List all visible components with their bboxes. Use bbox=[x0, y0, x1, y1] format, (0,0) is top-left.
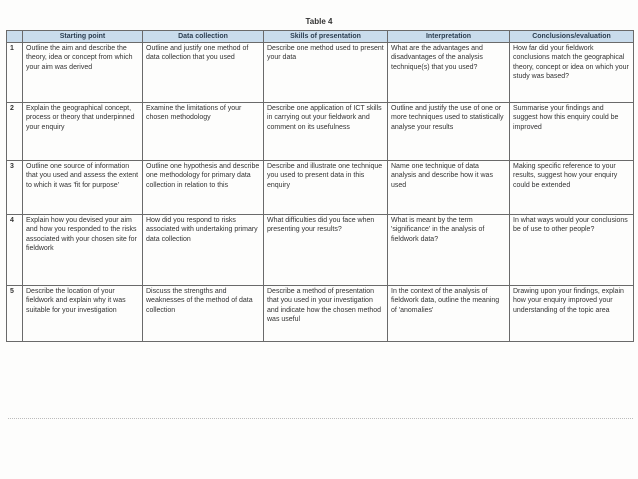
cell-interpretation: In the context of the analysis of fieldwork data, outline the meaning of 'anomalies' bbox=[388, 286, 510, 342]
header-row bbox=[7, 31, 634, 43]
header-conclusions-evaluation: Conclusions/evaluation bbox=[510, 31, 634, 43]
cell-starting-point: Explain the geographical concept, process or theory that underpinned your enquiry bbox=[23, 103, 143, 161]
table-row bbox=[7, 103, 634, 161]
cell-data-collection: How did you respond to risks associated with undertaking primary data collection bbox=[143, 215, 264, 286]
cell-data-collection: Outline and justify one method of data collection that you used bbox=[143, 43, 264, 103]
scan-divider bbox=[8, 418, 633, 419]
row-number: 3 bbox=[7, 161, 23, 215]
table-row bbox=[7, 286, 634, 342]
cell-skills-of-presentation: Describe one application of ICT skills in carrying out your fieldwork and comment on its usefulness bbox=[264, 103, 388, 161]
cell-data-collection: Examine the limitations of your chosen methodology bbox=[143, 103, 264, 161]
row-number: 5 bbox=[7, 286, 23, 342]
table-row bbox=[7, 161, 634, 215]
cell-interpretation: What are the advantages and disadvantages of the analysis technique(s) that you used? bbox=[388, 43, 510, 103]
cell-starting-point: Outline one source of information that you used and assess the extent to which it was 'fit for purpose' bbox=[23, 161, 143, 215]
header-number bbox=[7, 31, 23, 43]
cell-starting-point: Explain how you devised your aim and how you responded to the risks associated with your chosen site for fieldwork bbox=[23, 215, 143, 286]
cell-interpretation: Name one technique of data analysis and describe how it was used bbox=[388, 161, 510, 215]
header-skills-of-presentation: Skills of presentation bbox=[264, 31, 388, 43]
cell-interpretation: What is meant by the term 'significance' in the analysis of fieldwork data? bbox=[388, 215, 510, 286]
question-table bbox=[6, 30, 634, 342]
cell-conclusions-evaluation: How far did your fieldwork conclusions match the geographical theory, concept or idea on which your study was based? bbox=[510, 43, 634, 103]
cell-conclusions-evaluation: Summarise your findings and suggest how this enquiry could be improved bbox=[510, 103, 634, 161]
cell-starting-point: Describe the location of your fieldwork and explain why it was suitable for your investigation bbox=[23, 286, 143, 342]
cell-skills-of-presentation: Describe a method of presentation that you used in your investigation and indicate how the chosen method was useful bbox=[264, 286, 388, 342]
table-row bbox=[7, 43, 634, 103]
header-data-collection: Data collection bbox=[143, 31, 264, 43]
table-title: Table 4 bbox=[305, 17, 333, 26]
cell-starting-point: Outline the aim and describe the theory, idea or concept from which your aim was derived bbox=[23, 43, 143, 103]
cell-data-collection: Discuss the strengths and weaknesses of the method of data collection bbox=[143, 286, 264, 342]
cell-interpretation: Outline and justify the use of one or more techniques used to statistically analyse your results bbox=[388, 103, 510, 161]
row-number: 4 bbox=[7, 215, 23, 286]
cell-data-collection: Outline one hypothesis and describe one methodology for primary data collection in relation to this bbox=[143, 161, 264, 215]
table-row bbox=[7, 215, 634, 286]
cell-conclusions-evaluation: In what ways would your conclusions be of use to other people? bbox=[510, 215, 634, 286]
row-number: 2 bbox=[7, 103, 23, 161]
cell-skills-of-presentation: Describe and illustrate one technique you used to present data in this enquiry bbox=[264, 161, 388, 215]
header-interpretation: Interpretation bbox=[388, 31, 510, 43]
cell-skills-of-presentation: Describe one method used to present your data bbox=[264, 43, 388, 103]
header-starting-point: Starting point bbox=[23, 31, 143, 43]
row-number: 1 bbox=[7, 43, 23, 103]
cell-skills-of-presentation: What difficulties did you face when presenting your results? bbox=[264, 215, 388, 286]
cell-conclusions-evaluation: Making specific reference to your results, suggest how your enquiry could be extended bbox=[510, 161, 634, 215]
cell-conclusions-evaluation: Drawing upon your findings, explain how your enquiry improved your understanding of the topic area bbox=[510, 286, 634, 342]
